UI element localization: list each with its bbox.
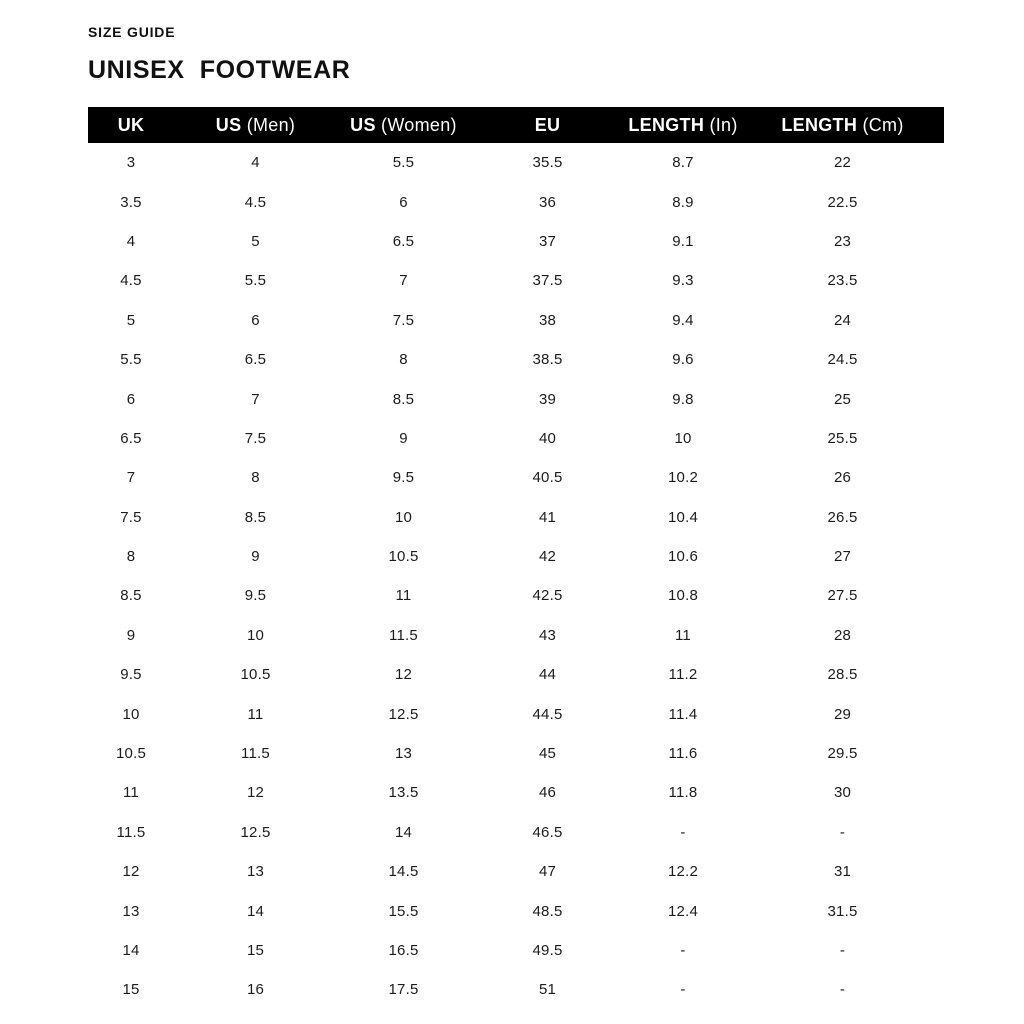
table-cell: 44.5 (532, 705, 563, 723)
table-cell: 11.2 (668, 666, 698, 684)
table-cell: 3.5 (120, 193, 142, 211)
column-header-strong-text: LENGTH (628, 114, 705, 135)
table-cell: 15 (122, 981, 140, 999)
table-cell: 7 (251, 390, 260, 408)
table-cell: 11.8 (668, 784, 698, 802)
table-cell: 26.5 (827, 508, 858, 526)
table-cell: 44 (538, 666, 557, 684)
table-row (88, 537, 944, 576)
table-cell: 10 (246, 626, 265, 644)
table-cell: 42.5 (532, 587, 563, 605)
table-cell: 9.8 (672, 390, 694, 408)
table-cell: 9 (126, 626, 136, 644)
table-cell: 35.5 (532, 154, 563, 172)
table-row (88, 931, 944, 970)
table-row (88, 419, 944, 458)
table-cell: 5.5 (244, 272, 267, 290)
table-cell: 11.6 (668, 745, 698, 763)
table-cell: - (839, 981, 846, 999)
table-cell: 9 (251, 548, 260, 566)
table-row (88, 222, 944, 261)
table-cell: 26 (833, 469, 852, 487)
table-row (88, 970, 944, 1009)
page-title: UNISEX FOOTWEAR (88, 56, 351, 84)
table-cell: 46 (538, 784, 557, 802)
table-cell: 10.5 (116, 745, 146, 763)
table-cell: 7.5 (244, 429, 267, 447)
table-cell: 4 (251, 154, 260, 172)
table-cell: 11.5 (116, 823, 146, 841)
table-cell: 9.6 (672, 351, 694, 369)
table-cell: 8 (251, 469, 260, 487)
table-cell: 6 (126, 390, 136, 408)
table-cell: 9 (399, 429, 408, 447)
table-cell: 49.5 (532, 942, 563, 959)
table-cell: 43 (538, 626, 557, 644)
table-cell: 31 (833, 863, 852, 881)
table-cell: 24 (833, 311, 852, 329)
column-header-light-text: (Cm) (857, 114, 904, 135)
table-cell: 5 (126, 311, 136, 329)
table-cell: 29.5 (827, 745, 858, 763)
table-head (88, 107, 944, 143)
table-cell: 31.5 (827, 902, 858, 920)
table-cell: - (680, 823, 686, 841)
table-row (88, 734, 944, 773)
table-cell: 9.1 (672, 232, 694, 250)
table-cell: 14 (122, 942, 140, 959)
table-cell: 51 (538, 981, 557, 999)
size-conversion-table (88, 107, 944, 1010)
table-cell: 38 (538, 311, 557, 329)
table-cell: 7 (399, 272, 408, 290)
table-cell: 13 (122, 902, 140, 920)
table-cell: 13.5 (388, 784, 419, 802)
table-cell: 7.5 (120, 508, 142, 526)
table-cell: 8 (399, 351, 408, 369)
table-cell: 10 (394, 508, 413, 526)
table-cell: 28 (833, 626, 852, 644)
table-cell: 40.5 (532, 469, 563, 487)
table-cell: 8.7 (672, 154, 694, 172)
table-cell: 11.4 (668, 705, 698, 723)
table-row (88, 773, 944, 812)
table-cell: 11 (247, 705, 264, 723)
column-header-strong-text: US (215, 114, 242, 135)
table-cell: 12 (246, 784, 265, 802)
table-row (88, 143, 944, 182)
table-cell: 47 (538, 863, 557, 881)
table-cell: 14.5 (388, 863, 419, 881)
table-cell: 10.5 (240, 666, 271, 684)
table-cell: 24.5 (827, 351, 858, 369)
table-row (88, 576, 944, 615)
table-cell: 6.5 (244, 351, 267, 369)
table-cell: 10 (674, 429, 692, 447)
table-cell: 11 (395, 587, 412, 605)
table-row (88, 340, 944, 379)
table-cell: 13 (246, 863, 265, 881)
column-header-strong-text: EU (534, 114, 561, 135)
table-cell: 36 (538, 193, 557, 211)
table-cell: - (839, 942, 846, 959)
table-row (88, 852, 944, 891)
table-cell: 6.5 (392, 232, 415, 250)
table-row (88, 182, 944, 221)
table-cell: 39 (538, 390, 557, 408)
table-cell: 15 (246, 942, 265, 959)
table-cell: 11.5 (389, 626, 418, 644)
table-cell: 10.6 (668, 548, 698, 566)
table-row (88, 616, 944, 655)
table-cell: 38.5 (532, 351, 563, 369)
table-cell: 9.5 (392, 469, 415, 487)
size-guide-label: SIZE GUIDE (88, 24, 176, 40)
table-cell: 41 (538, 508, 557, 526)
table-header-row (88, 107, 944, 143)
table-cell: 4.5 (244, 193, 267, 211)
table-row (88, 694, 944, 733)
table-cell: 8.5 (392, 390, 415, 408)
column-header-light-text: (Men) (241, 114, 296, 135)
column-header (625, 107, 741, 143)
table-cell: 13 (394, 745, 413, 763)
table-cell: 25.5 (827, 429, 858, 447)
table-cell: - (839, 823, 846, 841)
column-header (470, 107, 625, 143)
column-header (741, 107, 944, 143)
table-cell: 22 (833, 154, 852, 172)
table-cell: 11.5 (241, 745, 270, 763)
table-cell: 46.5 (532, 823, 563, 841)
table-cell: 11 (123, 784, 139, 802)
table-cell: 30 (833, 784, 852, 802)
column-header-strong-text: LENGTH (781, 114, 858, 135)
table-cell: 8.5 (120, 587, 142, 605)
table-cell: 6 (399, 193, 408, 211)
table-cell: 12.5 (388, 705, 419, 723)
table-cell: 25 (833, 390, 852, 408)
table-cell: - (680, 942, 686, 959)
column-header-light-text: (In) (704, 114, 738, 135)
table-cell: 4.5 (120, 272, 142, 290)
column-header (337, 107, 470, 143)
table-cell: 16 (246, 981, 265, 999)
table-cell: 27 (833, 548, 852, 566)
table-cell: 8.9 (672, 193, 694, 211)
table-row (88, 891, 944, 930)
column-header (88, 107, 174, 143)
table-cell: 12.2 (668, 863, 698, 881)
table-cell: 10.4 (668, 508, 698, 526)
table-cell: 12 (394, 666, 413, 684)
table-cell: - (680, 981, 686, 999)
table-cell: 8.5 (244, 508, 267, 526)
table-cell: 6 (251, 311, 260, 329)
table-cell: 27.5 (827, 587, 858, 605)
table-cell: 8 (126, 548, 136, 566)
table-row (88, 498, 944, 537)
table-cell: 10.8 (668, 587, 698, 605)
table-cell: 37.5 (532, 272, 563, 290)
table-cell: 15.5 (388, 902, 419, 920)
table-cell: 14 (246, 902, 265, 920)
table-row (88, 458, 944, 497)
table-cell: 4 (126, 232, 136, 250)
column-header-light-text: (Women) (375, 114, 457, 135)
table-cell: 23 (833, 232, 852, 250)
table-cell: 9.5 (120, 666, 142, 684)
table-cell: 12 (122, 863, 140, 881)
table-cell: 12.5 (240, 823, 271, 841)
table-cell: 9.4 (672, 311, 694, 329)
table-cell: 37 (538, 232, 557, 250)
table-cell: 17.5 (388, 981, 419, 999)
table-cell: 9.3 (672, 272, 694, 290)
table-cell: 9.5 (244, 587, 267, 605)
table-cell: 6.5 (120, 429, 142, 447)
column-header-strong-text: US (350, 114, 376, 135)
table-cell: 23.5 (827, 272, 858, 290)
table-cell: 5 (251, 232, 260, 250)
table-row (88, 261, 944, 300)
table-row (88, 301, 944, 340)
table-cell: 11 (675, 626, 691, 644)
column-header-strong-text: UK (117, 114, 145, 135)
table-cell: 14 (394, 823, 413, 841)
table-cell: 10.2 (668, 469, 698, 487)
table-row (88, 379, 944, 418)
table-cell: 3 (126, 154, 136, 172)
table-cell: 45 (538, 745, 557, 763)
table-cell: 12.4 (668, 902, 698, 920)
table-row (88, 655, 944, 694)
table-row (88, 813, 944, 852)
table-cell: 16.5 (388, 942, 419, 959)
table-cell: 5.5 (120, 351, 142, 369)
table-cell: 40 (538, 429, 557, 447)
table-cell: 42 (538, 548, 557, 566)
table-cell: 10 (122, 705, 140, 723)
table-cell: 28.5 (827, 666, 858, 684)
table-cell: 7 (126, 469, 136, 487)
table-cell: 10.5 (388, 548, 419, 566)
table-body (88, 143, 944, 1010)
table-cell: 22.5 (827, 193, 858, 211)
table-cell: 5.5 (392, 154, 415, 172)
table-cell: 48.5 (532, 902, 563, 920)
table-cell: 29 (833, 705, 852, 723)
column-header (174, 107, 337, 143)
table-cell: 7.5 (392, 311, 415, 329)
